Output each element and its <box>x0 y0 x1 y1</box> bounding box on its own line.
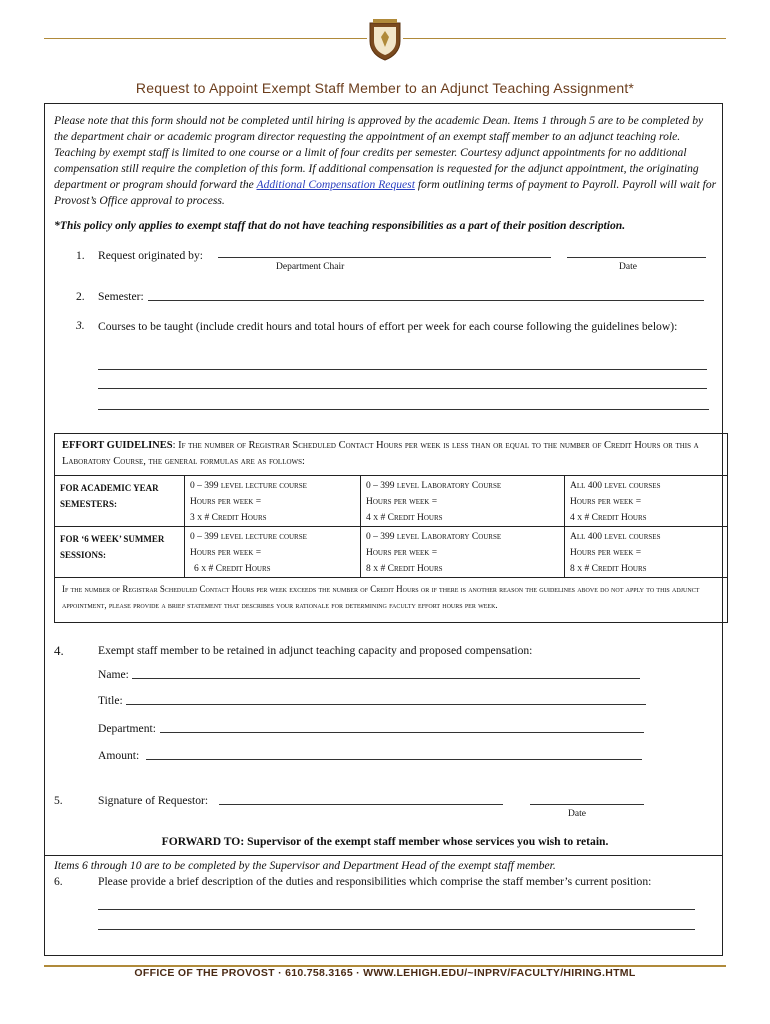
department-chair-caption: Department Chair <box>276 262 345 272</box>
item5-date-caption: Date <box>568 809 586 819</box>
item5-number: 5. <box>54 794 63 807</box>
item1-label: Request originated by: <box>98 249 203 262</box>
row1-c1-line3: 3 x # Credit Hours <box>190 513 267 523</box>
row2-c1-line2: Hours per week = <box>190 548 262 558</box>
row1-c1-line2: Hours per week = <box>190 497 262 507</box>
title-label: Title: <box>98 694 123 707</box>
row1-c2-line3: 4 x # Credit Hours <box>366 513 443 523</box>
courses-line-1[interactable] <box>98 369 707 370</box>
row2-c2-line2: Hours per week = <box>366 548 438 558</box>
row1-c3-line2: Hours per week = <box>570 497 642 507</box>
intro-text-1: Please note that this form should not be completed until hiring is approved by the academic Dean. Items 1 through 5 are to be completed by the department chair or academic program director requesting the appointment of an exempt staff member to an adjunct teaching role. Teaching by exempt staff is limited to one course or a limit of four credits per semester. Courtesy adjunct appointments for no additional compensation still require the completion of this form. If additional compensation is requested for the adjunct appointment, the originating department or program should forward the <box>54 114 704 191</box>
row1-c2-line2: Hours per week = <box>366 497 438 507</box>
name-field[interactable] <box>132 678 640 679</box>
row2-label: FOR ‘6 WEEK’ SUMMER SESSIONS: <box>60 534 165 560</box>
department-label: Department: <box>98 722 156 735</box>
row2-c2-line1: 0 – 399 level Laboratory Course <box>366 532 502 542</box>
item4-number: 4. <box>54 643 64 658</box>
row1-c3-line3: 4 x # Credit Hours <box>570 513 647 523</box>
table-col-rule-2 <box>360 475 361 577</box>
item1-date-caption: Date <box>619 262 637 272</box>
intro-paragraph <box>54 113 719 209</box>
university-crest-icon <box>367 17 403 61</box>
row2-c1-line1: 0 – 399 level lecture course <box>190 532 307 542</box>
effort-heading: EFFORT GUIDELINES <box>62 440 173 451</box>
signature-field[interactable] <box>219 804 503 805</box>
table-col-rule-3 <box>564 475 565 577</box>
title-field[interactable] <box>126 704 646 705</box>
item5-date-field[interactable] <box>530 804 644 805</box>
item2-label: Semester: <box>98 290 144 303</box>
duties-line-2[interactable] <box>98 929 695 930</box>
row2-c3-line2: Hours per week = <box>570 548 642 558</box>
row2-c3-line3: 8 x # Credit Hours <box>570 564 647 574</box>
row1-c2-line1: 0 – 399 level Laboratory Course <box>366 481 502 491</box>
semester-field[interactable] <box>148 300 704 301</box>
item1-number: 1. <box>76 249 85 262</box>
amount-label: Amount: <box>98 749 140 762</box>
request-originated-field[interactable] <box>218 257 551 258</box>
row2-c3-line1: All 400 level courses <box>570 532 661 542</box>
name-label: Name: <box>98 668 129 681</box>
effort-guidelines-text <box>62 438 717 470</box>
item4-label: Exempt staff member to be retained in adjunct teaching capacity and proposed compensation: <box>98 644 533 657</box>
footer-contact: OFFICE OF THE PROVOST · 610.758.3165 · WWW.LEHIGH.EDU/~INPRV/FACULTY/HIRING.HTML <box>134 967 636 979</box>
table-top-rule <box>54 475 728 476</box>
department-field[interactable] <box>160 732 644 733</box>
row1-c1-line1: 0 – 399 level lecture course <box>190 481 307 491</box>
item1-date-field[interactable] <box>567 257 706 258</box>
item6-label: Please provide a brief description of the duties and responsibilities which comprise the staff member’s current position: <box>98 875 652 888</box>
table-mid-rule <box>54 526 728 527</box>
table-bottom-rule <box>54 577 728 578</box>
amount-field[interactable] <box>146 759 642 760</box>
forward-to-instruction: FORWARD TO: Supervisor of the exempt staff member whose services you wish to retain. <box>161 835 609 848</box>
section-separator <box>44 855 723 856</box>
row1-c3-line1: All 400 level courses <box>570 481 661 491</box>
effort-intro: : If the number of Registrar Scheduled Contact Hours per week is less than or equal to the number of Credit Hours or this a Laboratory Course, the general formulas are as follows: <box>62 440 699 467</box>
item3-number: 3. <box>76 319 85 332</box>
policy-note: *This policy only applies to exempt staff that do not have teaching responsibilities as a part of their position description. <box>54 219 626 232</box>
item2-number: 2. <box>76 290 85 303</box>
row2-c2-line3: 8 x # Credit Hours <box>366 564 443 574</box>
duties-line-1[interactable] <box>98 909 695 910</box>
row2-c1-line3: 6 x # Credit Hours <box>194 564 271 574</box>
item3-label: Courses to be taught (include credit hours and total hours of effort per week for each course following the guidelines below): <box>98 320 678 333</box>
table-col-rule-1 <box>184 475 185 577</box>
item5-label: Signature of Requestor: <box>98 794 209 807</box>
effort-footnote: If the number of Registrar Scheduled Contact Hours per week exceeds the number of Credit Hours or if there is another reason the guidelines above do not apply to this adjunct appointment, please provide a brief statement that describes your rationale for determining faculty effort hours per week. <box>62 584 700 610</box>
page-title: Request to Appoint Exempt Staff Member to an Adjunct Teaching Assignment* <box>135 80 635 96</box>
courses-line-2[interactable] <box>98 388 707 389</box>
additional-compensation-link[interactable]: Additional Compensation Request <box>256 178 415 191</box>
courses-line-3[interactable] <box>98 409 709 410</box>
items-6-10-note: Items 6 through 10 are to be completed by the Supervisor and Department Head of the exempt staff member. <box>54 859 556 872</box>
row1-label: FOR ACADEMIC YEAR SEMESTERS: <box>60 483 159 509</box>
item6-number: 6. <box>54 875 63 888</box>
intro-text-2: form outlining terms of payment to Payroll. Payroll will wait for Provost’s Office approval to process. <box>54 178 717 207</box>
